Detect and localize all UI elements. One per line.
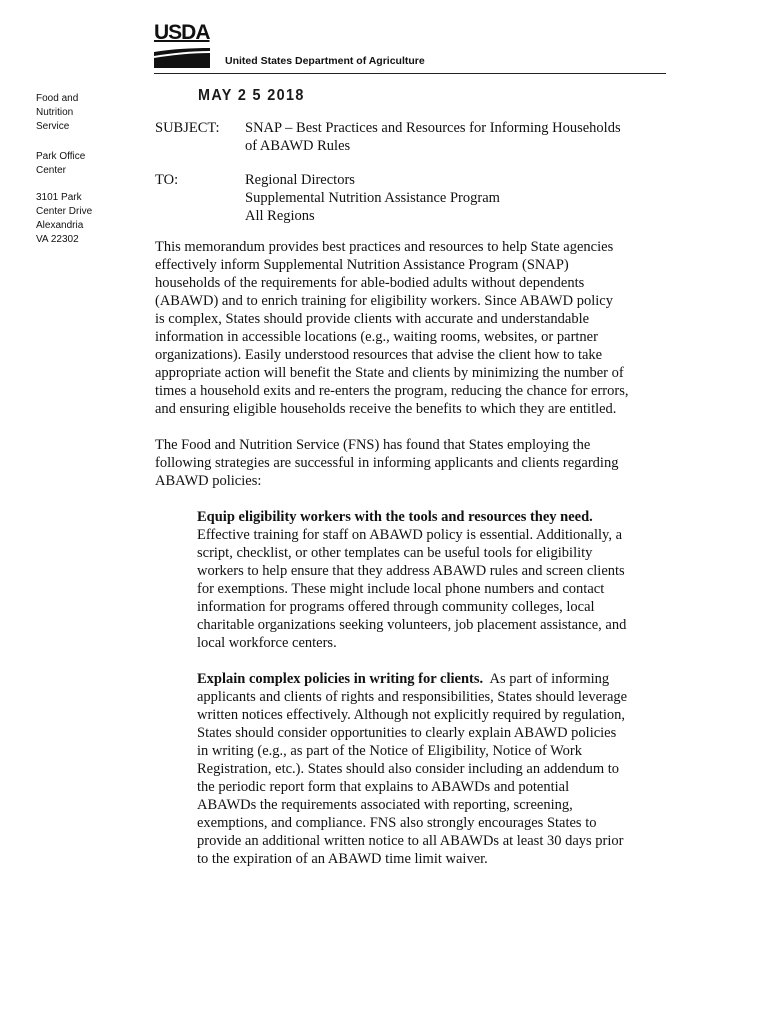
text-line: Registration, etc.). States should also consider including an addendum to: [197, 761, 620, 777]
sidebar-agency: [36, 92, 116, 134]
text-line: and ensuring eligible households receive the benefits to which they are entitled.: [155, 401, 617, 417]
subject-line: of ABAWD Rules: [245, 138, 351, 154]
equip-workers-paragraph: [197, 508, 657, 652]
text-line: [197, 670, 657, 688]
text-line: local workforce centers.: [197, 635, 337, 651]
text-line: The Food and Nutrition Service (FNS) has found that States employing the: [155, 437, 591, 453]
text-line: States should consider opportunities to clearly explain ABAWD policies: [197, 725, 617, 741]
text-line: written notices effectively. Although not explicitly required by regulation,: [197, 707, 626, 723]
text-line: organizations). Easily understood resources that advise the client how to take: [155, 347, 603, 363]
text-line: ABAWDs the requirements associated with reporting, screening,: [197, 797, 573, 813]
text-line: households of the requirements for able-bodied adults without dependents: [155, 275, 585, 291]
text-line: workers to help ensure that they address ABAWD rules and screen clients: [197, 563, 625, 579]
sidebar-line: Alexandria: [36, 220, 84, 231]
text-line: information for programs offered through community colleges, local: [197, 599, 595, 615]
to-line: Regional Directors: [245, 172, 355, 188]
subject-line: SNAP – Best Practices and Resources for Informing Households: [245, 120, 621, 136]
explain-policies-paragraph: [197, 670, 657, 868]
to-label: TO:: [155, 172, 179, 188]
usda-swoosh-icon: [154, 48, 210, 68]
subject-value: [245, 119, 621, 155]
section-heading: Explain complex policies in writing for clients.: [197, 671, 484, 687]
sidebar-line: 3101 Park: [36, 192, 82, 203]
to-value: [245, 171, 500, 225]
text-line: information in accessible locations (e.g., waiting rooms, websites, or partner: [155, 329, 598, 345]
to-line: All Regions: [245, 208, 315, 224]
subject-label: SUBJECT:: [155, 120, 220, 136]
to-line: Supplemental Nutrition Assistance Program: [245, 190, 500, 206]
text-line: provide an additional written notice to all ABAWDs at least 30 days prior: [197, 833, 624, 849]
sidebar-line: Center: [36, 165, 67, 176]
text-line: effectively inform Supplemental Nutrition Assistance Program (SNAP): [155, 257, 569, 273]
text-line: (ABAWD) and to enrich training for eligibility workers. Since ABAWD policy: [155, 293, 613, 309]
text-line: applicants and clients of rights and responsibilities, States should leverage: [197, 689, 628, 705]
text-line: script, checklist, or other templates can be useful tools for eligibility: [197, 545, 593, 561]
heading-continuation: As part of informing: [483, 671, 610, 687]
sidebar-office: [36, 150, 116, 178]
sidebar-address: [36, 191, 116, 247]
letterhead-rule: [154, 73, 666, 74]
sidebar-line: VA 22302: [36, 234, 79, 245]
strategies-intro-paragraph: [155, 436, 655, 490]
agency-name: United States Department of Agriculture: [225, 55, 425, 67]
text-line: ABAWD policies:: [155, 473, 262, 489]
intro-paragraph: [155, 238, 655, 418]
sidebar-line: Service: [36, 121, 70, 132]
text-line: appropriate action will benefit the State and clients by minimizing the number of: [155, 365, 624, 381]
section-heading: Equip eligibility workers with the tools and resources they need.: [197, 509, 593, 525]
sidebar-line: Food and: [36, 93, 79, 104]
text-line: Effective training for staff on ABAWD policy is essential. Additionally, a: [197, 527, 623, 543]
text-line: to the expiration of an ABAWD time limit waiver.: [197, 851, 488, 867]
text-line: exemptions, and compliance. FNS also strongly encourages States to: [197, 815, 597, 831]
text-line: in writing (e.g., as part of the Notice of Eligibility, Notice of Work: [197, 743, 583, 759]
sidebar-line: Park Office: [36, 151, 86, 162]
usda-logo: [154, 22, 210, 68]
usda-logo-text: USDA: [154, 21, 210, 44]
text-line: following strategies are successful in informing applicants and clients regarding: [155, 455, 619, 471]
sidebar-line: Nutrition: [36, 107, 74, 118]
text-line: for exemptions. These might include local phone numbers and contact: [197, 581, 605, 597]
text-line: charitable organizations seeking volunteers, job placement assistance, and: [197, 617, 627, 633]
sidebar-line: Center Drive: [36, 206, 93, 217]
text-line: times a household exits and re-enters the program, reducing the chance for errors,: [155, 383, 629, 399]
text-line: the periodic report form that explains to ABAWDs and potential: [197, 779, 570, 795]
text-line: This memorandum provides best practices and resources to help State agencies: [155, 239, 614, 255]
text-line: is complex, States should provide clients with accurate and understandable: [155, 311, 590, 327]
date-stamp: MAY 2 5 2018: [198, 87, 305, 104]
